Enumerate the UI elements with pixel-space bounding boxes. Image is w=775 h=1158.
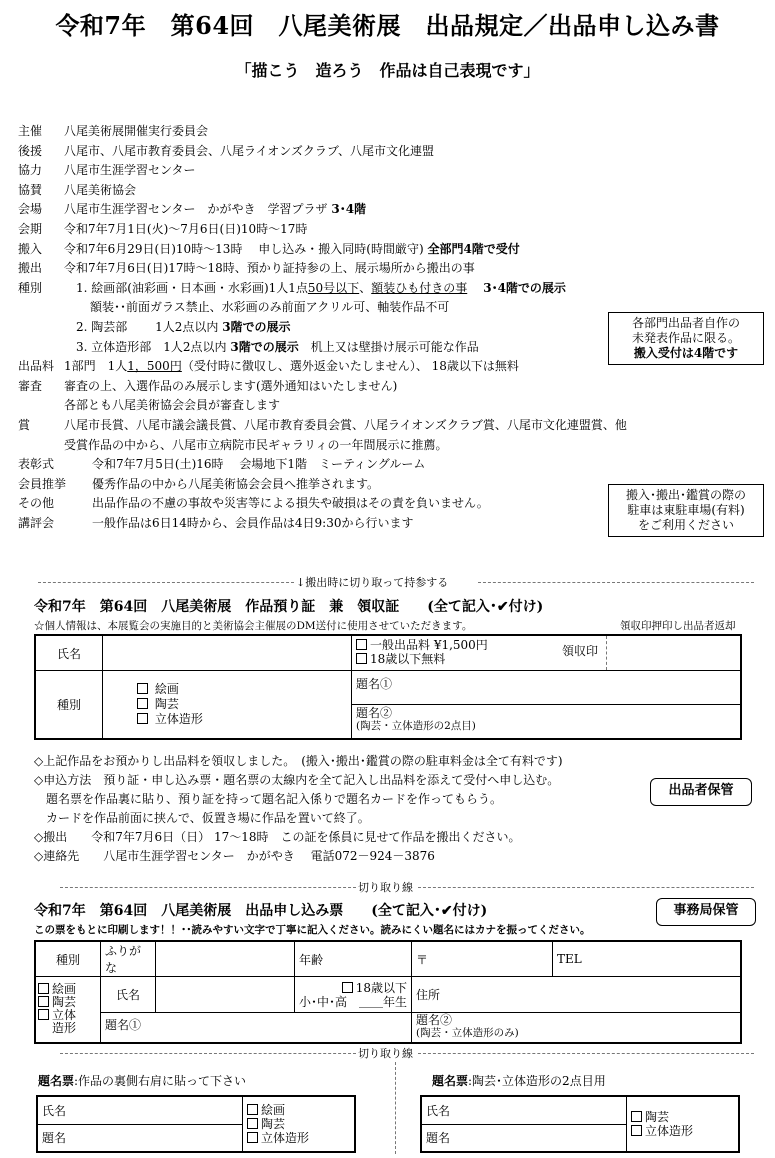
tag-right-header [432, 1072, 606, 1089]
value-period: 令和7年7月1日(火)～7月6日(日)10時～17時 [64, 221, 308, 236]
label-other: その他 [18, 496, 55, 511]
fee-under18-label: 18歳以下無料 [370, 652, 446, 666]
receipt-stamp-label: 領収印 [562, 644, 599, 658]
label-fee: 出品料 [18, 359, 55, 374]
fee-general-checkbox[interactable] [356, 639, 367, 650]
tag-right-title-label: 題名 [426, 1131, 451, 1146]
cut-line [38, 582, 294, 583]
category-1-sep: 、 [359, 280, 372, 295]
app-type-sculpture-label: 立体 [52, 1008, 77, 1023]
tag-left-sculpture-label: 立体造形 [261, 1131, 310, 1145]
tag-left-name-field[interactable] [37, 1096, 243, 1124]
tag-left-name-label: 氏名 [42, 1103, 67, 1118]
app-postal-field[interactable] [412, 941, 553, 977]
title-tag-left [36, 1095, 356, 1153]
notice-box-parking [608, 484, 764, 537]
category-2-floor: 3階での展示 [222, 319, 291, 334]
app-postal-label: 〒 [416, 952, 429, 967]
cut-line [60, 887, 356, 888]
app-type-painting-checkbox[interactable] [38, 983, 49, 994]
type-sculpture-label: 立体造形 [154, 711, 203, 726]
tag-left-title-label: 題名 [42, 1131, 67, 1146]
value-shusai: 八尾美術展開催実行委員会 [64, 124, 209, 138]
app-address-field[interactable] [412, 977, 742, 1013]
tag-right-ceramics-label: 陶芸 [645, 1110, 670, 1124]
app-age-options [295, 977, 412, 1013]
app-title1-field[interactable] [101, 1013, 412, 1043]
fee-part1: 1部門 1人 [64, 359, 128, 374]
value-pickup: 令和7年7月6日(日)17時～18時、預かり証持参の上、展示場所から搬出の事 [64, 261, 475, 276]
receipt-title2-label: 題名② [356, 706, 393, 720]
exhibitor-copy-badge: 出品者保管 [650, 778, 752, 806]
instruction-line: ◇上記作品をお預かりし出品料を領収しました。 (搬入･搬出･鑑賞の際の駐車料金は全て有料です) [34, 754, 563, 768]
notice-line: 搬入･搬出･鑑賞の際の [625, 488, 746, 502]
receipt-table [34, 634, 742, 740]
value-award: 八尾市長賞、八尾市議会議長賞、八尾市教育委員会賞、八尾ライオンズクラブ賞、八尾市文化連盟賞、他 [64, 417, 627, 432]
value-delivery: 令和7年6月29日(日)10時～13時 申し込み・搬入同時(時間厳守) [64, 241, 424, 256]
label-review: 審査 [18, 378, 43, 393]
cut-line-label: 切り取り線 [358, 1047, 413, 1060]
fee-under18-checkbox[interactable] [356, 653, 367, 664]
app-type-sculpture-label-2: 造形 [52, 1021, 77, 1036]
app-under18-label: 18歳以下 [355, 980, 407, 995]
receipt-title1-label: 題名① [356, 677, 393, 691]
receipt-name-label: 氏名 [35, 635, 103, 671]
tag-right-sculpture-checkbox[interactable] [631, 1125, 642, 1136]
receipt-fee-cell [352, 635, 742, 671]
value-kyoryoku: 八尾市生涯学習センター [64, 163, 196, 178]
app-furigana-field[interactable] [156, 941, 295, 977]
type-ceramics-label: 陶芸 [154, 696, 179, 711]
tag-left-sculpture-checkbox[interactable] [247, 1132, 258, 1143]
page-title: 令和7年 第64回 八尾美術展 出品規定／出品申し込み書 [55, 11, 720, 40]
instruction-line: ◇連絡先 八尾市生涯学習センター かがやき 電話072－924－3876 [34, 849, 435, 863]
delivery-floor: 全部門4階で受付 [427, 241, 520, 256]
value-koen: 八尾市、八尾市教育委員会、八尾ライオンズクラブ、八尾市文化連盟 [64, 143, 434, 158]
instruction-line: 題名票を作品裏に貼り、預り証を持って題名記入係りで題名カードを作ってもらう。 [34, 792, 503, 806]
receipt-title1-field[interactable] [352, 671, 742, 705]
privacy-note: ☆個人情報は、本展覧会の実施目的と美術協会主催展のDM送付に使用させていただきます。 [34, 620, 473, 632]
app-type-ceramics-label: 陶芸 [52, 995, 77, 1010]
label-kyosan: 協賛 [18, 182, 43, 197]
category-1-floor: 3･4階での展示 [483, 280, 566, 295]
category-3-note: 机上又は壁掛け展示可能な作品 [298, 339, 479, 354]
tag-right-header-text: :陶芸･立体造形の2点目用 [468, 1074, 606, 1088]
app-name-label: 氏名 [101, 977, 156, 1013]
fee-general-label: 一般出品料 ¥1,500円 [370, 638, 488, 652]
tag-right-ceramics-checkbox[interactable] [631, 1111, 642, 1122]
cut-line-label: 切り取り線 [358, 881, 413, 894]
value-recommend: 優秀作品の中から八尾美術協会会員へ推挙されます。 [92, 476, 380, 491]
instruction-line: ◇搬出 令和7年7月6日（日） 17～18時 この証を係員に見せて作品を搬出ください。 [34, 830, 521, 844]
label-category: 種別 [18, 280, 43, 295]
category-1: 1. 絵画部(油彩画・日本画・水彩画)1人1点 [76, 280, 308, 295]
cut-line-label: ↓搬出時に切り取って持参する [296, 576, 449, 589]
receipt-title2-note: (陶芸・立体造形の2点目) [356, 720, 476, 732]
application-title: 令和7年 第64回 八尾美術展 出品申し込み票 (全て記入･✔付け) [34, 903, 488, 919]
label-pickup: 搬出 [18, 261, 43, 276]
label-recommend: 会員推挙 [18, 476, 67, 491]
application-table [34, 940, 742, 1044]
fee-amount: 1，500円 [127, 359, 182, 374]
label-venue: 会場 [18, 202, 43, 217]
value-review: 審査の上、入選作品のみ展示します(選外通知はいたしません) [64, 378, 398, 393]
label-period: 会期 [18, 221, 43, 236]
office-copy-badge: 事務局保管 [656, 898, 756, 926]
notice-box-original-works [608, 312, 764, 365]
tag-left-header-bold: 題名票 [38, 1074, 75, 1088]
tag-left-header [38, 1072, 246, 1089]
exhibition-info [18, 122, 628, 533]
tag-left-painting-label: 絵画 [261, 1103, 286, 1117]
category-1-note: 額装･･前面ガラス禁止、水彩画のみ前面アクリル可、軸装作品不可 [90, 300, 450, 315]
app-type-ceramics-checkbox[interactable] [38, 996, 49, 1007]
tag-right-type-options [627, 1096, 740, 1152]
app-tel-field[interactable] [553, 941, 742, 977]
application-print-note: この票をもとに印刷します！！･･読みやすい文字で丁寧に記入ください。読みにくい題名にはカナを振ってください。 [34, 924, 591, 936]
value-ceremony: 令和7年7月5日(土)16時 会場地下1階 ミーティングルーム [92, 457, 426, 472]
label-delivery: 搬入 [18, 241, 43, 256]
cut-line [60, 1053, 356, 1054]
type-painting-checkbox[interactable] [137, 683, 148, 694]
label-koen: 後援 [18, 143, 43, 158]
notice-line: 搬入受付は4階です [633, 346, 739, 360]
cut-line [418, 887, 754, 888]
label-award: 賞 [18, 417, 31, 432]
tag-right-title-field[interactable] [421, 1124, 627, 1152]
label-critique: 講評会 [18, 515, 55, 530]
receipt-name-field[interactable] [103, 635, 352, 671]
tag-right-name-label: 氏名 [426, 1103, 451, 1118]
app-title1-label: 題名① [105, 1018, 142, 1032]
notice-line: 各部門出品者自作の [631, 316, 740, 330]
receipt-type-label: 種別 [35, 671, 103, 739]
app-type-options [35, 977, 101, 1043]
value-venue: 八尾市生涯学習センター かがやき 学習プラザ [64, 202, 328, 217]
category-2: 2. 陶芸部 1人2点以内 [76, 319, 219, 334]
tag-left-title-field[interactable] [37, 1124, 243, 1152]
receipt-type-options [103, 671, 352, 739]
tag-left-painting-checkbox[interactable] [247, 1104, 258, 1115]
tag-left-type-options [243, 1096, 356, 1152]
tag-left-header-text: :作品の裏側右肩に貼って下さい [74, 1074, 247, 1088]
vertical-cut-line [395, 1062, 396, 1154]
receipt-title: 令和7年 第64回 八尾美術展 作品預り証 兼 領収証 (全て記入･✔付け) [34, 599, 544, 615]
app-title2-note: (陶芸・立体造形のみ) [416, 1027, 519, 1039]
stamp-note: 領収印押印し出品者返却 [620, 620, 736, 632]
app-type-sculpture-checkbox[interactable] [38, 1009, 49, 1020]
value-kyosan: 八尾美術協会 [64, 182, 137, 197]
app-type-painting-label: 絵画 [52, 982, 77, 997]
tag-left-ceramics-checkbox[interactable] [247, 1118, 258, 1129]
type-sculpture-checkbox[interactable] [137, 713, 148, 724]
value-other: 出品作品の不慮の事故や災害等による損失や破損はその責を負いません。 [92, 496, 489, 511]
cut-line [418, 1053, 754, 1054]
category-1-size: 50号以下 [307, 280, 360, 295]
app-school-label: 小･中･高 ＿＿年生 [299, 994, 408, 1009]
title-tag-right [420, 1095, 740, 1153]
app-address-label: 住所 [416, 988, 441, 1002]
category-3-floor: 3階での展示 [230, 339, 299, 354]
fee-part2: （受付時に徴収し、選外返金いたしません）、 18歳以下は無料 [181, 359, 519, 374]
stamp-divider [606, 636, 607, 670]
notice-line: 駐車は東駐車場(有料) [627, 503, 745, 517]
instructions [34, 752, 563, 866]
instruction-line: カードを作品前面に挟んで、仮置き場に作品を置いて終了。 [34, 811, 370, 825]
value-award-2: 受賞作品の中から、八尾市立病院市民ギャラリィの一年間展示に推薦。 [64, 437, 448, 452]
tag-right-sculpture-label: 立体造形 [645, 1124, 694, 1138]
app-title2-field[interactable] [412, 1013, 742, 1043]
app-name-field[interactable] [156, 977, 295, 1013]
value-review-2: 各部とも八尾美術協会会員が審査します [64, 398, 281, 413]
label-ceremony: 表彰式 [18, 457, 55, 472]
label-shusai: 主催 [18, 124, 43, 138]
type-ceramics-checkbox[interactable] [137, 698, 148, 709]
cut-line [478, 582, 754, 583]
app-age-label: 年齢 [295, 941, 412, 977]
tag-right-name-field[interactable] [421, 1096, 627, 1124]
type-painting-label: 絵画 [154, 681, 179, 696]
app-tel-label: TEL [557, 952, 582, 966]
label-kyoryoku: 協力 [18, 163, 43, 178]
tag-left-ceramics-label: 陶芸 [261, 1117, 286, 1131]
notice-line: 未発表作品に限る。 [631, 331, 740, 345]
receipt-title2-field[interactable] [352, 705, 742, 739]
tag-right-header-bold: 題名票 [432, 1074, 469, 1088]
app-type-label: 種別 [35, 941, 101, 977]
app-under18-checkbox[interactable] [342, 982, 353, 993]
app-furigana-label: ふりがな [101, 941, 156, 977]
notice-line: をご利用ください [637, 518, 734, 532]
category-3: 3. 立体造形部 1人2点以内 [76, 339, 227, 354]
value-critique: 一般作品は6日14時から、会員作品は4日9:30から行います [92, 515, 414, 530]
page-subtitle: 「描こう 造ろう 作品は自己表現です」 [235, 61, 540, 80]
category-1-frame: 額装ひも付きの事 [371, 280, 468, 295]
venue-floors: 3･4階 [331, 202, 367, 217]
app-title2-label: 題名② [416, 1013, 453, 1027]
instruction-line: ◇申込方法 預り証・申し込み票・題名票の太線内を全て記入し出品料を添えて受付へ申し込む。 [34, 773, 560, 787]
